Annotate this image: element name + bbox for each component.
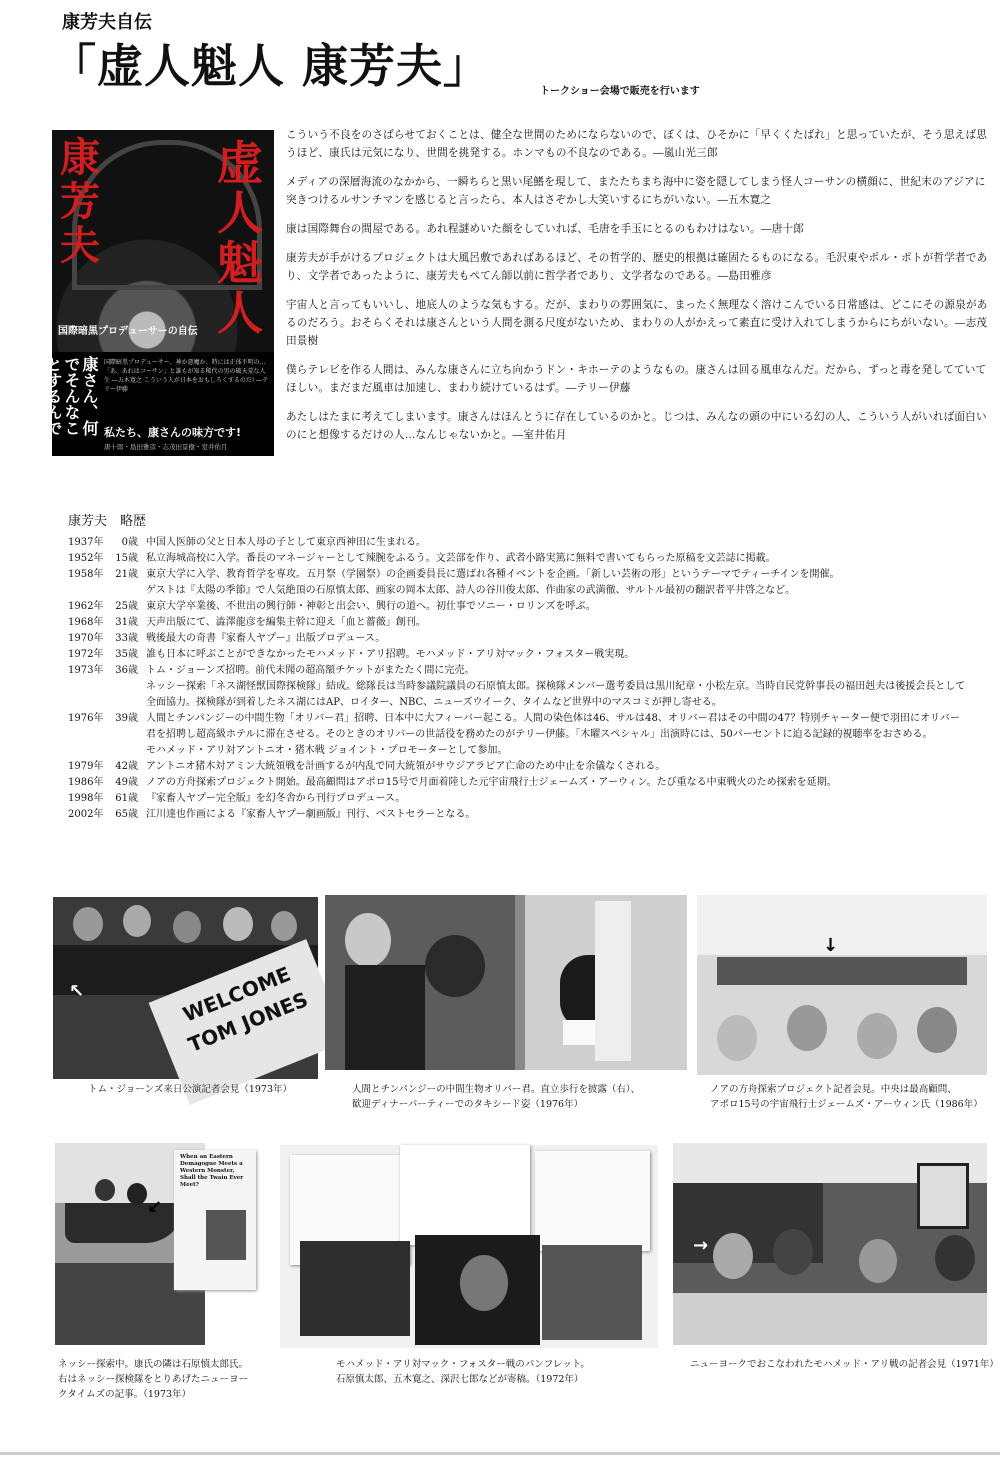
timeline-year: 1979年 <box>68 761 104 772</box>
timeline-text: 私立海城高校に入学。番長のマネージャーとして辣腕をふるう。文芸部を作り、武者小路実篤に無料で書いてもらった原稿を文芸誌に掲載。 <box>146 553 776 564</box>
quote: あたしはたまに考えてしまいます。康さんはほんとうに存在しているのかと。じつは、みんなの頭の中にいる幻の人、こういう人がいれば面白いのにと想像するだけの人…なんじゃないかと。―室井佑月 <box>286 411 987 441</box>
timeline-age: 35歳 <box>115 649 138 660</box>
arrow-icon: ↓ <box>823 935 839 956</box>
photo-caption: ネッシー探索中。康氏の隣は石原慎太郎氏。 右はネッシー探検隊をとりあげたニューヨー クタイムズの記事。（1973年） <box>58 1359 249 1400</box>
timeline-text: アントニオ猪木対アミン大統領戦を計画するが内乱で同大統領がサウジアラビア亡命のため中止を余儀なくされる。 <box>146 761 666 772</box>
timeline-year: 2002年 <box>68 809 104 820</box>
timeline-text: 戦後最大の奇書『家畜人ヤプー』出版プロデュース。 <box>146 633 386 644</box>
timeline-text: 誰も日本に呼ぶことができなかったモハメッド・アリ招聘。モハメッド・アリ対マック・フォスター戦実現。 <box>146 649 635 660</box>
timeline-row <box>68 647 968 663</box>
quote: 宇宙人と言ってもいいし、地底人のような気もする。だが、まわりの雰囲気に、まったく無理なく溶けこんでいる日常感は、どこにその源泉があるのだろう。おそらくそれは康さんという人間を測る尺度がないため、まわりの人がかえって素直に受け入れてしまうからにちがいない。―志茂田景樹 <box>286 299 988 347</box>
quote: 康芳夫が手がけるプロジェクトは大風呂敷であればあるほど、その哲学的、歴史的根拠は確固たるものになる。毛沢東やポル・ポトが哲学者であり、文学者であったように、康芳夫もぺてん師以前に哲学者であり、文学者なのである。―島田雅彦 <box>286 252 988 282</box>
cover-title: 虚人魁人 <box>217 136 263 340</box>
timeline-year: 1937年 <box>68 537 104 548</box>
page-title: 「虚人魁人 康芳夫」 <box>50 39 491 93</box>
quote: こういう不良をのさばらせておくことは、健全な世間のためにならないので、ぼくは、ひそかに「早くくたばれ」と思っていたが、そう思えば思うほど、康氏は元気になり、世間を挑発する。ホンマもの不良なのである。―嵐山光三郎 <box>286 129 988 159</box>
photo-tom-jones-press <box>53 897 318 1079</box>
timeline-text: 東京大学卒業後、不世出の興行師・神彰と出会い、興行の道へ。初仕事でソニー・ロリンズを呼ぶ。 <box>146 601 596 612</box>
timeline-age: 49歳 <box>115 777 138 788</box>
timeline-text: トム・ジョーンズ招聘。前代未聞の超高額チケットがまたたく間に完売。 ネッシー探索「ネス湖怪獣国際探検隊」結成。総隊長は当時参議院議員の石原慎太郎。探検隊メンバー選考委員は黒川紀章・小松左京。当時自民党幹事長の福田赳夫は後援会長として全面協力。探検隊が到着したネス湖にはAP、ロイター、NBC、ニューズウイーク、タイムなど世界中のマスコミが押し寄せる。 <box>146 665 966 708</box>
cover-tagline: 私たち、康さんの味方です! <box>104 426 242 439</box>
timeline-row <box>68 759 968 775</box>
cover-subtitle: 国際暗黒プロデューサーの自伝 <box>58 326 198 337</box>
timeline-text: 中国人医師の父と日本人母の子として東京西神田に生まれる。 <box>146 537 426 548</box>
timeline-age: 39歳 <box>115 713 138 724</box>
timeline-row <box>68 615 968 631</box>
biography-timeline <box>68 535 968 823</box>
timeline-age: 25歳 <box>115 601 138 612</box>
photo-oliver <box>325 895 687 1070</box>
cover-question: 康さん、何でそんなことするんですか? <box>26 356 99 436</box>
timeline-text: 江川達也作画による『家畜人ヤプー劇画版』刊行、ベストセラーとなる。 <box>146 809 476 820</box>
biography-title: 康芳夫 略歴 <box>68 514 147 529</box>
timeline-year: 1952年 <box>68 553 104 564</box>
photo-caption: ノアの方舟探索プロジェクト記者会見。中央は最高顧問、 アポロ15号の宇宙飛行士ジェームズ・アーウィン氏（1986年） <box>710 1084 983 1110</box>
timeline-year: 1968年 <box>68 617 104 628</box>
timeline-text: 『家畜人ヤプー完全版』を幻冬舎から刊行プロデュース。 <box>146 793 406 804</box>
timeline-age: 65歳 <box>115 809 138 820</box>
cover-author: 康芳夫 <box>60 134 100 269</box>
timeline-year: 1958年 <box>68 569 104 580</box>
nyt-article-clipping <box>174 1150 256 1290</box>
photo-ali-pamphlet <box>280 1145 658 1348</box>
cover-blurb: 国際暗黒プロデューサー、神か悪魔か、時には正体不明の… 「あ、あれはコーサン」と誰もが知る稀代の男の破天荒な人生 ―五木寛之 こういう人が日本をおもしろくするのだ! ―テリー伊藤 <box>104 359 269 393</box>
photo-caption: トム・ジョーンズ来日公演記者会見（1973年） <box>88 1084 293 1095</box>
timeline-age: 42歳 <box>115 761 138 772</box>
sale-note: トークショー会場で販売を行います <box>540 86 700 97</box>
photo-caption: 人間とチンパンジーの中間生物オリバー君。直立歩行を披露（右）、 歓迎ディナーパーティーでのタキシード姿（1976年） <box>352 1084 641 1110</box>
timeline-text: 東京大学に入学、教育哲学を専攻。五月祭（学園祭）の企画委員長に選ばれ各種イベントを企画。「新しい芸術の形」というテーマでティーチインを開催。 ゲストは『太陽の季節』で人気絶頂の石原慎太郎、画家の岡本太郎、詩人の谷川俊太郎、作曲家の武満徹、サルトル最初の翻訳者平井啓之など。 <box>146 569 840 596</box>
quote: メディアの深層海流のなかから、一瞬ちらと黒い尾鰭を現して、またたちまち海中に姿を隠してしまう怪人コーサンの横顔に、世紀末のアジアに突きつけるルサンチマンを感じると言ったら、本人はさぞかし大笑いするにちがいない。―五木寛之 <box>286 176 986 206</box>
timeline-year: 1962年 <box>68 601 104 612</box>
quote: 僕らテレビを作る人間は、みんな康さんに立ち向かうドン・キホーテのようなもの。康さんは回る風車なんだ。だから、ずっと毒を発してていてほしい。まだまだ風車は加速し、まわり続けているはず。―テリー伊藤 <box>286 364 987 394</box>
timeline-row <box>68 791 968 807</box>
timeline-age: 0歳 <box>121 537 138 548</box>
photo-caption: モハメッド・アリ対マック・フォスター戦のパンフレット。 石原慎太郎、五木寛之、深沢七郎などが寄稿。（1972年） <box>336 1359 590 1385</box>
arrow-icon: → <box>693 1235 709 1256</box>
endorsement-quotes <box>286 126 994 455</box>
header-label: 康芳夫自伝 <box>62 12 152 33</box>
timeline-age: 21歳 <box>115 569 138 580</box>
article-headline: When an Eastern Demagogue Meets a Western Monster, Shall the Twain Ever Meet? <box>180 1154 244 1188</box>
timeline-age: 15歳 <box>115 553 138 564</box>
timeline-year: 1970年 <box>68 633 104 644</box>
timeline-row <box>68 807 968 823</box>
timeline-row <box>68 535 968 551</box>
timeline-age: 36歳 <box>115 665 138 676</box>
cover-contributors: 唐十郎・島田雅彦・志茂田景樹・室井佑月 <box>104 443 228 451</box>
timeline-year: 1986年 <box>68 777 104 788</box>
timeline-text: ノアの方舟探索プロジェクト開始。最高顧問はアポロ15号で月面着陸した元宇宙飛行士ジェームズ・アーウィン。たび重なる中東戦火のため探索を延期。 <box>146 777 837 788</box>
page-bottom-rule <box>0 1452 1000 1455</box>
timeline-age: 31歳 <box>115 617 138 628</box>
timeline-text: 天声出版にて、澁澤龍彦を編集主幹に迎え「血と薔薇」創刊。 <box>146 617 426 628</box>
timeline-row <box>68 599 968 615</box>
arrow-icon: ↖ <box>69 981 85 1002</box>
photo-noahs-ark-press <box>697 895 987 1075</box>
photo-ali-press-ny <box>673 1143 987 1345</box>
welcome-banner: WELCOME TOM JONES <box>149 939 348 1105</box>
timeline-year: 1973年 <box>68 665 104 676</box>
timeline-row <box>68 663 968 711</box>
timeline-row <box>68 567 968 599</box>
timeline-row <box>68 711 968 759</box>
timeline-text: 人間とチンパンジーの中間生物「オリバー君」招聘、日本中に大フィーバー起こる。人間の染色体は46、サルは48、オリバー君はその中間の47？特別チャーター便で羽田にオリバー君を招聘し超高級ホテルに滞在させる。そのときのオリバーの世話役を務めたのがテリー伊藤。「木曜スペシャル」出演時には、50パーセントに迫る記録的視聴率をおさめる。 モハメッド・アリ対アントニオ・猪木戦 ジョイント・プロモーターとして参加。 <box>146 713 960 756</box>
timeline-year: 1972年 <box>68 649 104 660</box>
arrow-icon: ↙ <box>147 1197 163 1218</box>
timeline-age: 61歳 <box>115 793 138 804</box>
timeline-row <box>68 631 968 647</box>
book-cover <box>26 130 274 456</box>
timeline-year: 1976年 <box>68 713 104 724</box>
timeline-age: 33歳 <box>115 633 138 644</box>
timeline-row <box>68 775 968 791</box>
quote: 康は国際舞台の間屋である。あれ程謎めいた顔をしていれば、毛唐を手玉にとるのもわけはない。―唐十郎 <box>286 223 805 235</box>
timeline-year: 1998年 <box>68 793 104 804</box>
timeline-row <box>68 551 968 567</box>
photo-caption: ニューヨークでおこなわれたモハメッド・アリ戦の記者会見（1971年） <box>690 1359 999 1370</box>
